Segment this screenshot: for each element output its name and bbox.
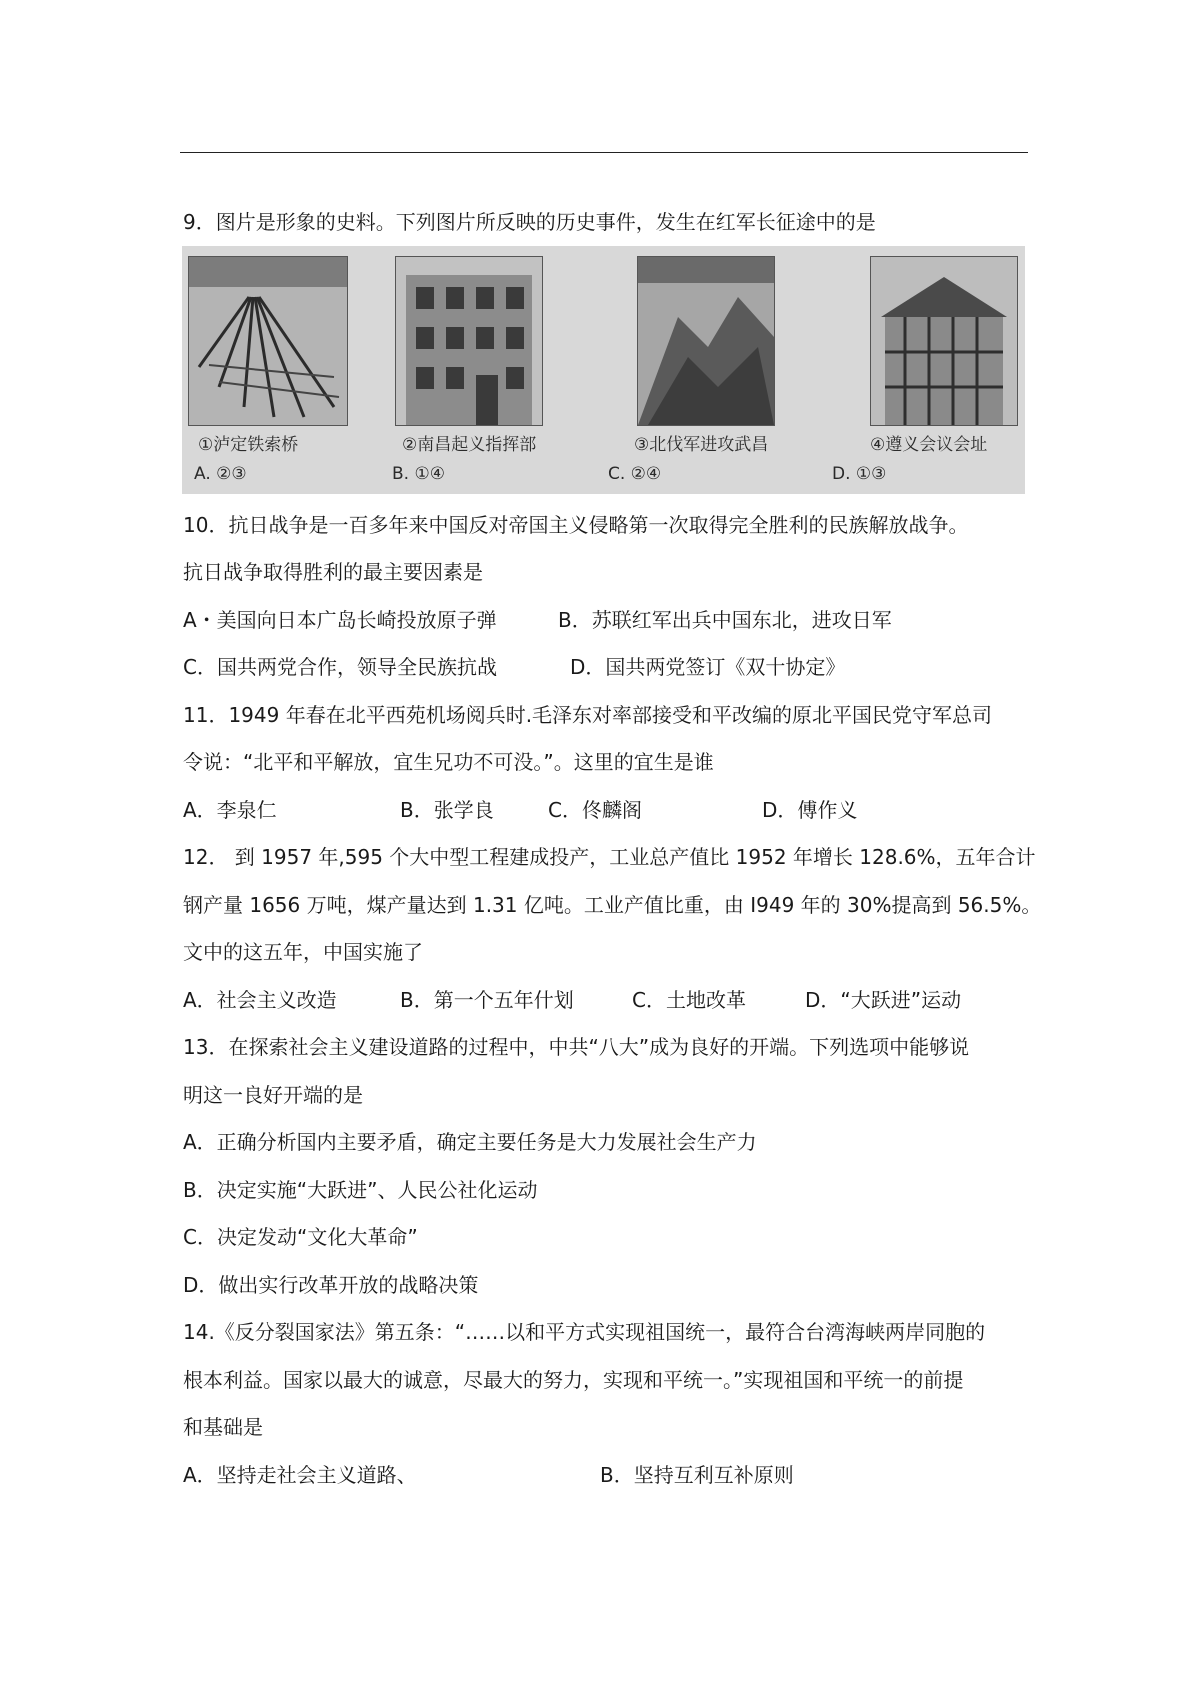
q9-photo-strip: [182, 246, 1025, 494]
q13-stem-line1: 13．在探索社会主义建设道路的过程中，中共“八大”成为良好的开端。下列选项中能够说: [183, 1035, 970, 1059]
q13-option-b: B．决定实施“大跃进”、人民公社化运动: [183, 1178, 538, 1202]
q11-option-d: D．傅作义: [762, 798, 858, 822]
luding-bridge-photo: [188, 256, 348, 426]
q12-option-c: C．土地改革: [632, 988, 746, 1012]
q11-stem-line2: 令说：“北平和平解放，宜生兄功不可没。”。这里的宜生是谁: [183, 750, 714, 774]
q14-option-a: A．坚持走社会主义道路、: [183, 1463, 417, 1487]
caption-3: ③北伐军进攻武昌: [634, 435, 769, 455]
q12-stem-line3: 文中的这五年，中国实施了: [183, 940, 423, 964]
caption-1: ①泸定铁索桥: [198, 435, 299, 455]
q14-stem-line2: 根本利益。国家以最大的诚意，尽最大的努力，实现和平统一。”实现祖国和平统一的前提: [183, 1368, 964, 1392]
nanchang-hq-photo: [395, 256, 543, 426]
q13-option-c: C．决定发动“文化大革命”: [183, 1225, 418, 1249]
q10-option-c: C．国共两党合作，领导全民族抗战: [183, 655, 497, 679]
zunyi-site-photo: [870, 256, 1018, 426]
q12-option-a: A．社会主义改造: [183, 988, 337, 1012]
q9-stem: 9．图片是形象的史料。下列图片所反映的历史事件，发生在红军长征途中的是: [183, 210, 876, 234]
caption-2: ②南昌起义指挥部: [402, 435, 537, 455]
q12-stem-line1: 12． 到 1957 年,595 个大中型工程建成投产，工业总产值比 1952 年增长 128.6%，五年合计: [183, 845, 1036, 869]
q14-stem-line3: 和基础是: [183, 1415, 263, 1439]
q14-option-b: B．坚持互利互补原则: [600, 1463, 794, 1487]
q9-choice-a: A. ②③: [194, 464, 247, 484]
q10-option-b: B．苏联红军出兵中国东北，进攻日军: [558, 608, 892, 632]
q9-choice-b: B. ①④: [392, 464, 445, 484]
q11-option-c: C．佟麟阁: [548, 798, 642, 822]
q13-option-a: A．正确分析国内主要矛盾，确定主要任务是大力发展社会生产力: [183, 1130, 757, 1154]
q12-option-d: D．“大跃进”运动: [805, 988, 962, 1012]
q11-stem-line1: 11．1949 年春在北平西苑机场阅兵时.毛泽东对率部接受和平改编的原北平国民党守军总司: [183, 703, 993, 727]
q9-choice-d: D. ①③: [832, 464, 887, 484]
caption-4: ④遵义会议会址: [870, 435, 988, 455]
q12-stem-line2: 钢产量 1656 万吨，煤产量达到 1.31 亿吨。工业产值比重，由 I949 年的 30%提高到 56.5%。: [183, 893, 1042, 917]
wuchang-battle-photo: [637, 256, 775, 426]
q9-choice-c: C. ②④: [608, 464, 662, 484]
q11-option-a: A．李泉仁: [183, 798, 277, 822]
q13-option-d: D．做出实行改革开放的战略决策: [183, 1273, 479, 1297]
q10-option-d: D．国共两党签订《双十协定》: [570, 655, 846, 679]
q11-option-b: B．张学良: [400, 798, 494, 822]
q10-stem-line1: 10．抗日战争是一百多年来中国反对帝国主义侵略第一次取得完全胜利的民族解放战争。: [183, 513, 969, 537]
q10-stem-line2: 抗日战争取得胜利的最主要因素是: [183, 560, 483, 584]
q10-option-a: A・美国向日本广岛长崎投放原子弹: [183, 608, 497, 632]
q14-stem-line1: 14.《反分裂国家法》第五条：“……以和平方式实现祖国统一，最符合台湾海峡两岸同胞的: [183, 1320, 986, 1344]
q13-stem-line2: 明这一良好开端的是: [183, 1083, 363, 1107]
header-rule: [180, 152, 1028, 153]
q12-option-b: B．第一个五年什划: [400, 988, 574, 1012]
